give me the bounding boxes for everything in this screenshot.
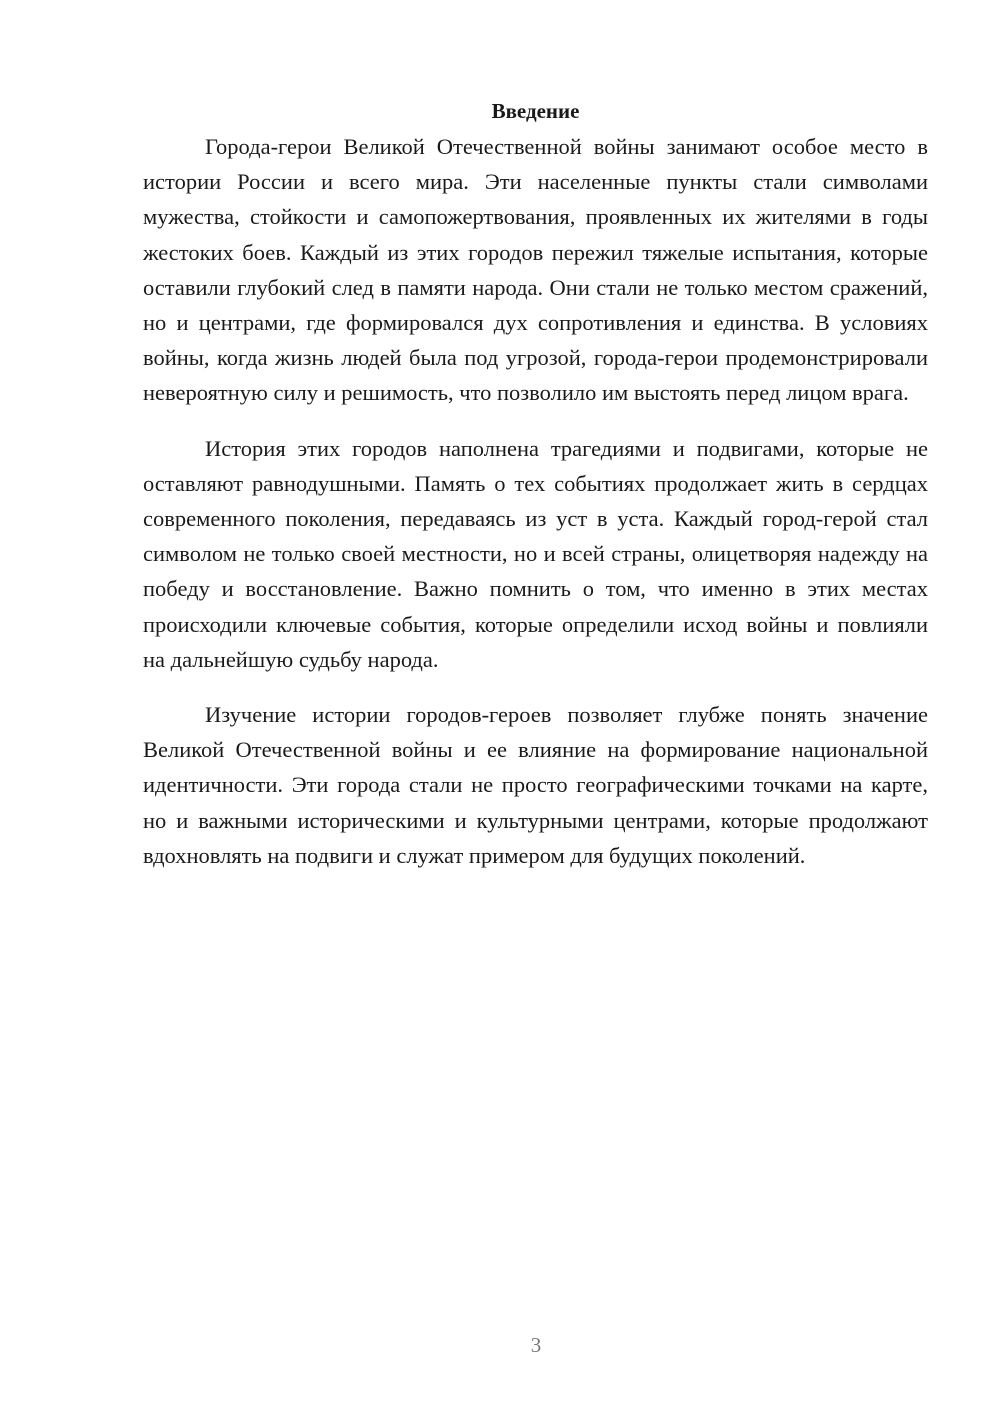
- paragraph-3: Изучение истории городов-героев позволяет глубже понять значение Великой Отечественной войны и ее влияние на формирование национальной идентичности. Эти города стали не просто географическими точками на карте, но и важными историческими и культурными центрами, которые продолжают вдохновлять на подвиги и служат примером для будущих поколений.: [143, 702, 928, 868]
- section-title: Введение: [491, 99, 580, 123]
- paragraph-1: Города-герои Великой Отечественной войны занимают особое место в истории России и всего мира. Эти населенные пункты стали символами мужества, стойкости и самопожертвования, проявленных их жителями в годы жестоких боев. Каждый из этих городов пережил тяжелые испытания, которые оставили глубокий след в памяти народа. Они стали не только местом сражений, но и центрами, где формировался дух сопротивления и единства. В условиях войны, когда жизнь людей была под угрозой, города-герои продемонстрировали невероятную силу и решимость, что позволило им выстоять перед лицом врага.: [143, 134, 928, 406]
- page-number: 3: [530, 1333, 542, 1357]
- paragraph-2: История этих городов наполнена трагедиями и подвигами, которые не оставляют равнодушными. Память о тех событиях продолжает жить в сердцах современного поколения, передаваясь из уст в уста. Каждый город-герой стал символом не только своей местности, но и всей страны, олицетворяя надежду на победу и восстановление. Важно помнить о том, что именно в этих местах происходили ключевые события, которые определили исход войны и повлияли на дальнейшую судьбу народа.: [143, 435, 928, 672]
- page-content: [143, 96, 928, 893]
